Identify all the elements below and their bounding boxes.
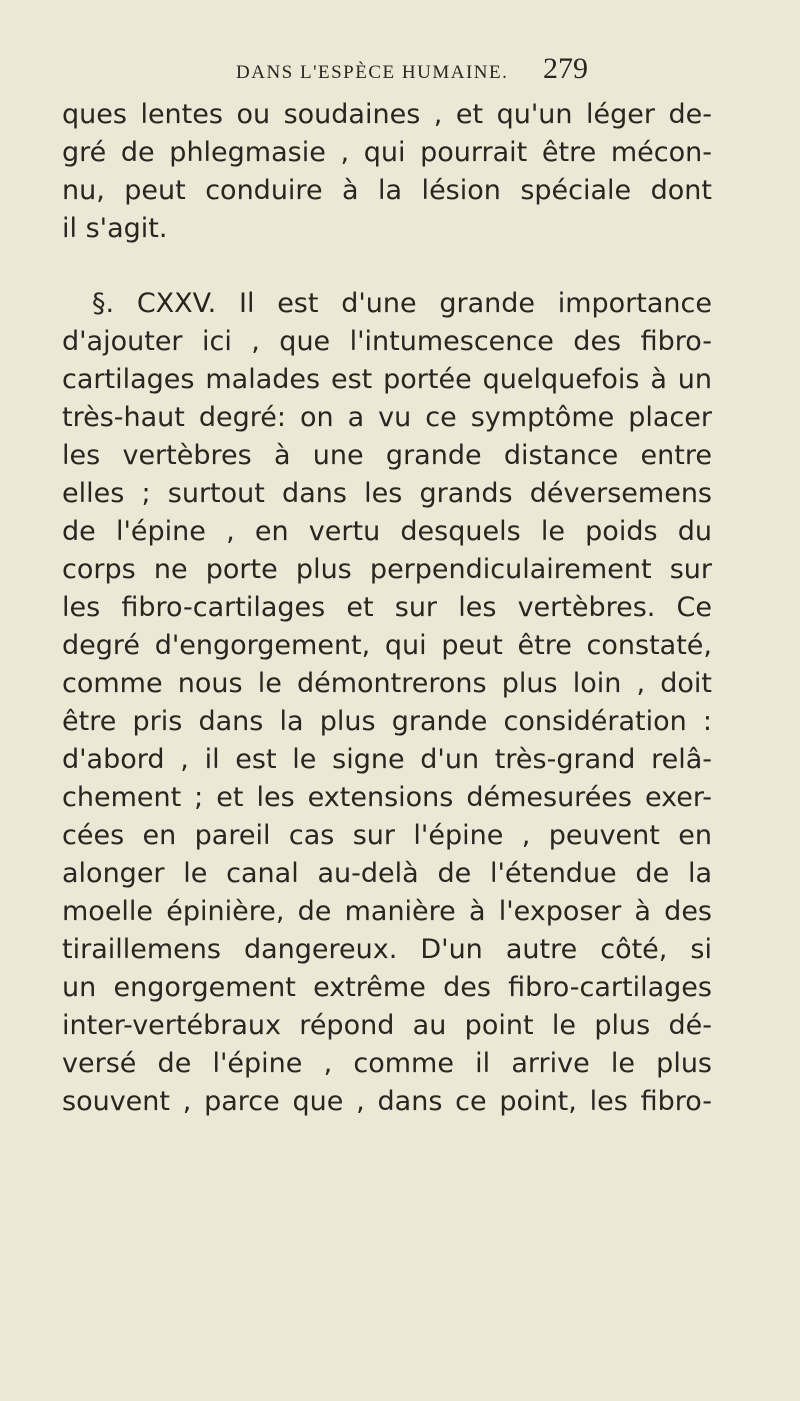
text-line: versé de l'épine , comme il arrive le plus [62,1048,712,1079]
text-line: elles ; surtout dans les grands déversemens [62,478,712,509]
text-line: nu, peut conduire à la lésion spéciale dont [62,175,712,206]
text-line: gré de phlegmasie , qui pourrait être mécon- [62,137,712,168]
text-line: il s'agit. [62,213,168,244]
text-line: tiraillemens dangereux. D'un autre côté, si [62,934,712,965]
text-line: les fibro-cartilages et sur les vertèbres. Ce [62,592,712,623]
text-line: alonger le canal au-delà de l'étendue de la [62,858,712,889]
text-line: les vertèbres à une grande distance entre [62,440,712,471]
text-line: souvent , parce que , dans ce point, les fibro- [62,1086,712,1117]
text-line: inter-vertébraux répond au point le plus dé- [62,1010,712,1041]
text-line: un engorgement extrême des fibro-cartilages [62,972,712,1003]
text-line: chement ; et les extensions démesurées exer- [62,782,712,813]
text-line: d'ajouter ici , que l'intumescence des fibro- [62,326,712,357]
text-line: §. CXXV. Il est d'une grande importance [92,288,712,319]
text-line: très-haut degré: on a vu ce symptôme placer [62,402,712,433]
text-line: d'abord , il est le signe d'un très-grand relâ- [62,744,712,775]
text-line: cées en pareil cas sur l'épine , peuvent en [62,820,712,851]
text-line: degré d'engorgement, qui peut être constaté, [62,630,712,661]
text-line: être pris dans la plus grande considération : [62,706,712,737]
text-line: comme nous le démontrerons plus loin , doit [62,668,712,699]
page-number: 279 [543,52,588,85]
text-line: ques lentes ou soudaines , et qu'un léger de- [62,99,712,130]
text-line: moelle épinière, de manière à l'exposer à des [62,896,712,927]
text-line: cartilages malades est portée quelquefois à un [62,364,712,395]
running-head-title: DANS L'ESPÈCE HUMAINE. [236,62,509,83]
text-line: de l'épine , en vertu desquels le poids du [62,516,712,547]
text-line: corps ne porte plus perpendiculairement sur [62,554,712,585]
